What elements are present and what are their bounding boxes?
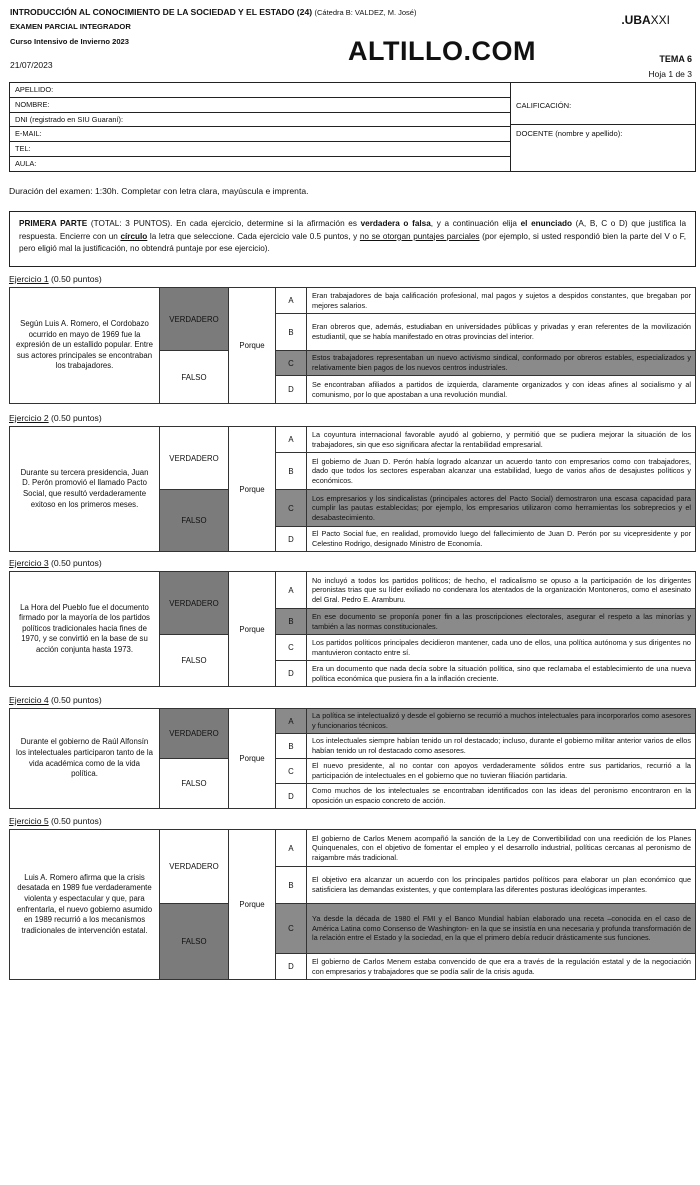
exercise-5-porque: Porque: [229, 830, 276, 980]
exercise-3-option-b-letter[interactable]: B: [276, 609, 307, 635]
exercise-5-option-d: El gobierno de Carlos Menem estaba convencido de que era a través de la regulación estatal y de la negociación con empresarios y trabajadores que se podía salir de la crisis aguda.: [307, 954, 696, 980]
apellido-field[interactable]: APELLIDO:: [10, 83, 510, 98]
exercise-3-option-d-letter[interactable]: D: [276, 661, 307, 687]
exercise-4-falso[interactable]: FALSO: [160, 759, 229, 809]
exercise-3-option-c-letter[interactable]: C: [276, 635, 307, 661]
course-title: INTRODUCCIÓN AL CONOCIMIENTO DE LA SOCIEDAD Y EL ESTADO (24) (Cátedra B: VALDEZ, M. José): [10, 7, 417, 17]
exercise-4-option-c: El nuevo presidente, al no contar con apoyos verdaderamente sólidos entre sus partidarios, recurrió a la participación de intelectuales en el gobierno que no tuvieran filiación partidaria.: [307, 759, 696, 784]
exercise-5-option-c-letter[interactable]: C: [276, 904, 307, 954]
exercise-3-option-d: Era un documento que nada decía sobre la situación política, sino que reclamaba el establecimiento de una nueva política económica que pusiera fin a la inflación creciente.: [307, 661, 696, 687]
exercise-5-option-b-letter[interactable]: B: [276, 867, 307, 904]
exercise-3-falso[interactable]: FALSO: [160, 635, 229, 687]
exercise-2-statement: Durante su tercera presidencia, Juan D. Perón promovió el llamado Pacto Social, que resultó verdaderamente exitoso en los primeros meses.: [10, 427, 160, 552]
exercise-1-table: [9, 287, 696, 404]
exercise-2-porque: Porque: [229, 427, 276, 552]
exercise-4-option-b-letter[interactable]: B: [276, 734, 307, 759]
exercise-1-option-a: Eran trabajadores de baja calificación profesional, mal pagos y sujetos a despidos constantes, que bregaban por mejores salarios.: [307, 288, 696, 314]
exercise-3-statement: La Hora del Pueblo fue el documento firmado por la mayoría de los partidos políticos tradicionales hacia fines de 1970, y se convirtió en la base de su acción conjunta hasta 1973.: [10, 572, 160, 687]
dni-field[interactable]: DNI (registrado en SIU Guaraní):: [10, 113, 510, 128]
exercise-2-option-c: Los empresarios y los sindicalistas (principales actores del Pacto Social) demostraron una escasa capacidad para cumplir las pautas establecidas; por ejemplo, los empresarios utilizaron como herramientas los sobreprecios y el desabastecimiento.: [307, 490, 696, 527]
exercise-2-option-a-letter[interactable]: A: [276, 427, 307, 453]
altillo-logo: ALTILLO.COM: [348, 36, 536, 66]
exercise-2-table: [9, 426, 696, 552]
docente-field[interactable]: DOCENTE (nombre y apellido):: [516, 129, 623, 138]
exercise-4-table: [9, 708, 696, 809]
exercise-5-option-a-letter[interactable]: A: [276, 830, 307, 867]
exercise-3-option-a: No incluyó a todos los partidos políticos; de hecho, el radicalismo se opuso a la participación de los dirigentes peronistas trias que su líder exiliado no condenara los atentados de la organización Montoneros, como el asesinato del Gral. Pedro E. Aramburu.: [307, 572, 696, 609]
exercise-3-option-c: Los partidos políticos principales decidieron mantener, cada uno de ellos, una política autónoma y sus dirigentes no mantuvieron contacto entre sí.: [307, 635, 696, 661]
exercise-2-option-d-letter[interactable]: D: [276, 527, 307, 552]
uba-logo: .UBAXXI: [621, 13, 670, 27]
exercise-5-option-c: Ya desde la década de 1980 el FMI y el Banco Mundial habían elaborado una receta –conocida en el caso de América Latina como Consenso de Washington- en la que se insistía en una necesaria y profunda transformación de la relación entre el Estado y la sociedad, en la que el primero debía reducir drásticamente sus funciones.: [307, 904, 696, 954]
exercise-1-option-b-letter[interactable]: B: [276, 314, 307, 351]
exercise-1-option-d-letter[interactable]: D: [276, 376, 307, 404]
exam-date: 21/07/2023: [10, 60, 53, 70]
exercise-1-falso[interactable]: FALSO: [160, 351, 229, 404]
exercise-4-verdadero[interactable]: VERDADERO: [160, 709, 229, 759]
exercise-4-option-a-letter[interactable]: A: [276, 709, 307, 734]
aula-field[interactable]: AULA:: [15, 158, 37, 168]
exercise-2-option-a: La coyuntura internacional favorable ayudó al gobierno, y permitió que se pudiera mejorar la situación de los trabajadores, sin que eso significara afectar la rentabilidad empresarial.: [307, 427, 696, 453]
exercise-3-table: [9, 571, 696, 687]
exercise-1-verdadero[interactable]: VERDADERO: [160, 288, 229, 351]
exam-duration: Duración del examen: 1:30h. Completar con letra clara, mayúscula e imprenta.: [9, 186, 309, 196]
exercise-2-option-d: El Pacto Social fue, en realidad, promovido luego del fallecimiento de Juan D. Perón por su vicepresidente y por Celestino Rodrigo, designado Ministro de Economía.: [307, 527, 696, 552]
exercise-1-option-c-letter[interactable]: C: [276, 351, 307, 376]
page-indicator: Hoja 1 de 3: [648, 69, 692, 79]
exercise-1-title: Ejercicio 1 (0.50 puntos): [9, 274, 102, 284]
exercise-5-statement: Luis A. Romero afirma que la crisis desatada en 1989 fue verdaderamente violenta y espectacular y que, para enfrentarla, el nuevo gobierno asumido en 1989 recurrió a los mecanismos tradicionales de intervención estatal.: [10, 830, 160, 980]
exercise-2-verdadero[interactable]: VERDADERO: [160, 427, 229, 490]
exercise-3-verdadero[interactable]: VERDADERO: [160, 572, 229, 635]
nombre-field[interactable]: NOMBRE:: [10, 98, 510, 113]
exercise-5-option-b: El objetivo era alcanzar un acuerdo con los principales partidos políticos para elaborar un plan económico que satisficiera las demandas existentes, y que contemplara las diferentes posturas ideológicas imperantes.: [307, 867, 696, 904]
exercise-2-option-b-letter[interactable]: B: [276, 453, 307, 490]
exercise-5-option-a: El gobierno de Carlos Menem acompañó la sanción de la Ley de Convertibilidad con una reedición de los Planes Quinquenales, con el objetivo de fomentar el empleo y el desarrollo industrial, políticas cercanas al peronismo de raigambre más tradicional.: [307, 830, 696, 867]
exercise-4-option-d: Como muchos de los intelectuales se encontraban identificados con las ideas del peronismo encontraron en la oposición un espacio concreto de acción.: [307, 784, 696, 809]
exercise-3-option-b: En ese documento se proponía poner fin a las proscripciones electorales, asegurar el respeto a las minorías y también a las normas constitucionales.: [307, 609, 696, 635]
exercise-2-option-c-letter[interactable]: C: [276, 490, 307, 527]
student-info-box: [9, 82, 696, 172]
exercise-2-title: Ejercicio 2 (0.50 puntos): [9, 413, 102, 423]
exercise-2-option-b: El gobierno de Juan D. Perón había logrado alcanzar un acuerdo tanto con empresarios como con trabajadores, dado que todos los sectores esperaban alcanzar una estabilidad, luego de varios años de desajustes políticos y económicos.: [307, 453, 696, 490]
exercise-1-option-d: Se encontraban afiliados a partidos de izquierda, claramente organizados y con ideas afines al socialismo y al comunismo, por lo que apostaban a una revolución mundial.: [307, 376, 696, 404]
exercise-4-option-b: Los intelectuales siempre habían tenido un rol destacado; incluso, durante el gobierno militar anterior varios de ellos habían tenido un rol destacado como asesores.: [307, 734, 696, 759]
exercise-4-option-d-letter[interactable]: D: [276, 784, 307, 809]
exercise-1-option-b: Eran obreros que, además, estudiaban en universidades públicas y privadas y eran referentes de la movilización estudiantil, que se había manifestado en otras provincias del interior.: [307, 314, 696, 351]
calificacion-field[interactable]: CALIFICACIÓN:: [516, 101, 572, 110]
exercise-2-falso[interactable]: FALSO: [160, 490, 229, 552]
exam-type: EXAMEN PARCIAL INTEGRADOR: [10, 22, 131, 31]
instructions-box: PRIMERA PARTE (TOTAL: 3 PUNTOS). En cada ejercicio, determine si la afirmación es verdadera o falsa, y a continuación elija el enunciado (A, B, C o D) que justifica la respuesta. Encierre con un círculo la letra que seleccione. Cada ejercicio vale 0.5 puntos, y no se otorgan puntajes parciales (por ejemplo, si usted respondió bien la parte del V o F, pero eligió mal la justificación, no obtendrá puntaje por ese ejercicio).: [9, 211, 696, 267]
exercise-4-statement: Durante el gobierno de Raúl Alfonsín los intelectuales participaron tanto de la vida académica como de la vida política.: [10, 709, 160, 809]
course-period: Curso Intensivo de Invierno 2023: [10, 37, 130, 46]
exercise-4-title: Ejercicio 4 (0.50 puntos): [9, 695, 102, 705]
exercise-3-porque: Porque: [229, 572, 276, 687]
exercise-4-porque: Porque: [229, 709, 276, 809]
catedra: (Cátedra B: VALDEZ, M. José): [314, 8, 417, 17]
tema-label: TEMA 6: [659, 54, 692, 64]
exercise-4-option-c-letter[interactable]: C: [276, 759, 307, 784]
exercise-5-title: Ejercicio 5 (0.50 puntos): [9, 816, 102, 826]
email-field[interactable]: E-MAIL:: [10, 127, 510, 142]
exercise-1-statement: Según Luis A. Romero, el Cordobazo ocurrido en mayo de 1969 fue la expresión de un estallido popular. Entre sus actores principales se encontraban los trabajadores.: [10, 288, 160, 404]
exercise-3-option-a-letter[interactable]: A: [276, 572, 307, 609]
exercise-1-porque: Porque: [229, 288, 276, 404]
exercise-1-option-c: Estos trabajadores representaban un nuevo activismo sindical, conformado por obreros estables, especializados y relativamente bien pagos de los nuevos centros industriales.: [307, 351, 696, 376]
exercise-3-title: Ejercicio 3 (0.50 puntos): [9, 558, 102, 568]
exercise-4-option-a: La política se intelectualizó y desde el gobierno se recurrió a muchos intelectuales para incorporarlos como asesores y funcionarios técnicos.: [307, 709, 696, 734]
exercise-5-table: [9, 829, 696, 980]
exercise-5-falso[interactable]: FALSO: [160, 904, 229, 980]
tel-field[interactable]: TEL:: [10, 142, 510, 157]
exercise-5-verdadero[interactable]: VERDADERO: [160, 830, 229, 904]
exercise-5-option-d-letter[interactable]: D: [276, 954, 307, 980]
exercise-1-option-a-letter[interactable]: A: [276, 288, 307, 314]
